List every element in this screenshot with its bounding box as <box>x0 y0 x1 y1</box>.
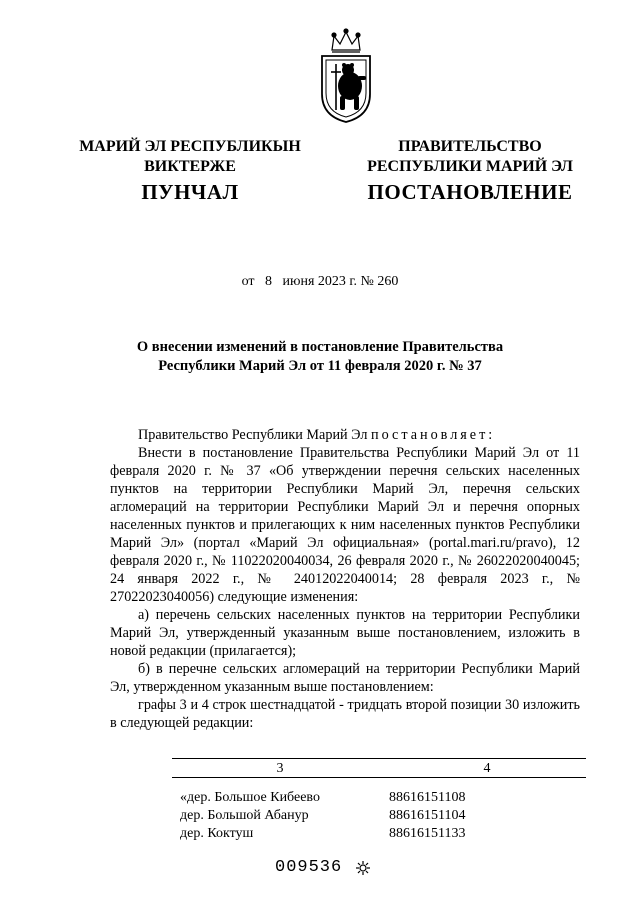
document-body <box>110 426 580 732</box>
coat-of-arms-icon <box>318 28 374 124</box>
document-title <box>0 338 640 376</box>
table-row-code: 88616151133 <box>389 826 466 841</box>
paragraph-amendments: Внести в постановление Правительства Республики Марий Эл от 11 февраля 2020 г. № 37 «Об утверждении перечня сельских населенных пунктов на территории Республики Марий Эл, перечня сельских агломераций на территории Республики Марий Эл и перечня опорных населенных пунктов и прилегающих к ним населенных пунктов Республики Марий Эл» (портал «Марий Эл официальная» (portal.mari.ru/pravo), 12 февраля 2020 г., № 11022020040034, 26 февраля 2020 г., № 26022020040045; 24 января 2022 г., № 24012022040014; 28 февраля 2023 г., № 27022023040056) следующие изменения: <box>110 445 580 605</box>
header-right-line1: ПРАВИТЕЛЬСТВО <box>398 138 542 155</box>
stamp-mark-icon <box>356 861 370 875</box>
resolves-spaced: постановляет: <box>370 427 496 443</box>
table-top-rule <box>172 758 586 759</box>
header-right-line2: РЕСПУБЛИКИ МАРИЙ ЭЛ <box>367 158 573 175</box>
resolves-prefix: Правительство Республики Марий Эл <box>138 427 371 443</box>
table-header-col4: 4 <box>483 761 491 776</box>
table-row-code: 88616151104 <box>389 808 466 823</box>
table-row-code: 88616151108 <box>389 790 466 805</box>
serial-number: 009536 <box>275 858 343 877</box>
title-line-1: О внесении изменений в постановление Правительства <box>136 339 504 355</box>
header-left-line2: ВИКТЕРЖЕ <box>144 158 236 175</box>
title-line-2: Республики Марий Эл от 11 февраля 2020 г. № 37 <box>158 358 482 374</box>
paragraph-columns: графы 3 и 4 строк шестнадцатой - тридцать второй позиции 30 изложить в следующей редакции: <box>110 697 580 731</box>
paragraph-item-a: а) перечень сельских населенных пунктов на территории Республики Марий Эл, утвержденный указанным выше постановлением, изложить в новой редакции (прилагается); <box>110 607 580 659</box>
table-row-name: дер. Коктуш <box>180 826 254 841</box>
header-right-doc-type: ПОСТАНОВЛЕНИЕ <box>367 180 573 204</box>
header-left-doc-type: ПУНЧАЛ <box>141 180 239 204</box>
paragraph-item-b: б) в перечне сельских агломераций на территории Республики Марий Эл, утвержденном указанным выше постановлением: <box>110 661 580 695</box>
table-row-name: «дер. Большое Кибеево <box>180 790 320 805</box>
document-date-number: от 8 июня 2023 г. № 260 <box>241 274 399 289</box>
table-header-col3: 3 <box>276 761 284 776</box>
header-left-line1: МАРИЙ ЭЛ РЕСПУБЛИКЫН <box>79 138 301 155</box>
table-row-name: дер. Большой Абанур <box>180 808 309 823</box>
paragraph-resolves <box>110 426 580 444</box>
table-header-rule <box>172 777 586 778</box>
